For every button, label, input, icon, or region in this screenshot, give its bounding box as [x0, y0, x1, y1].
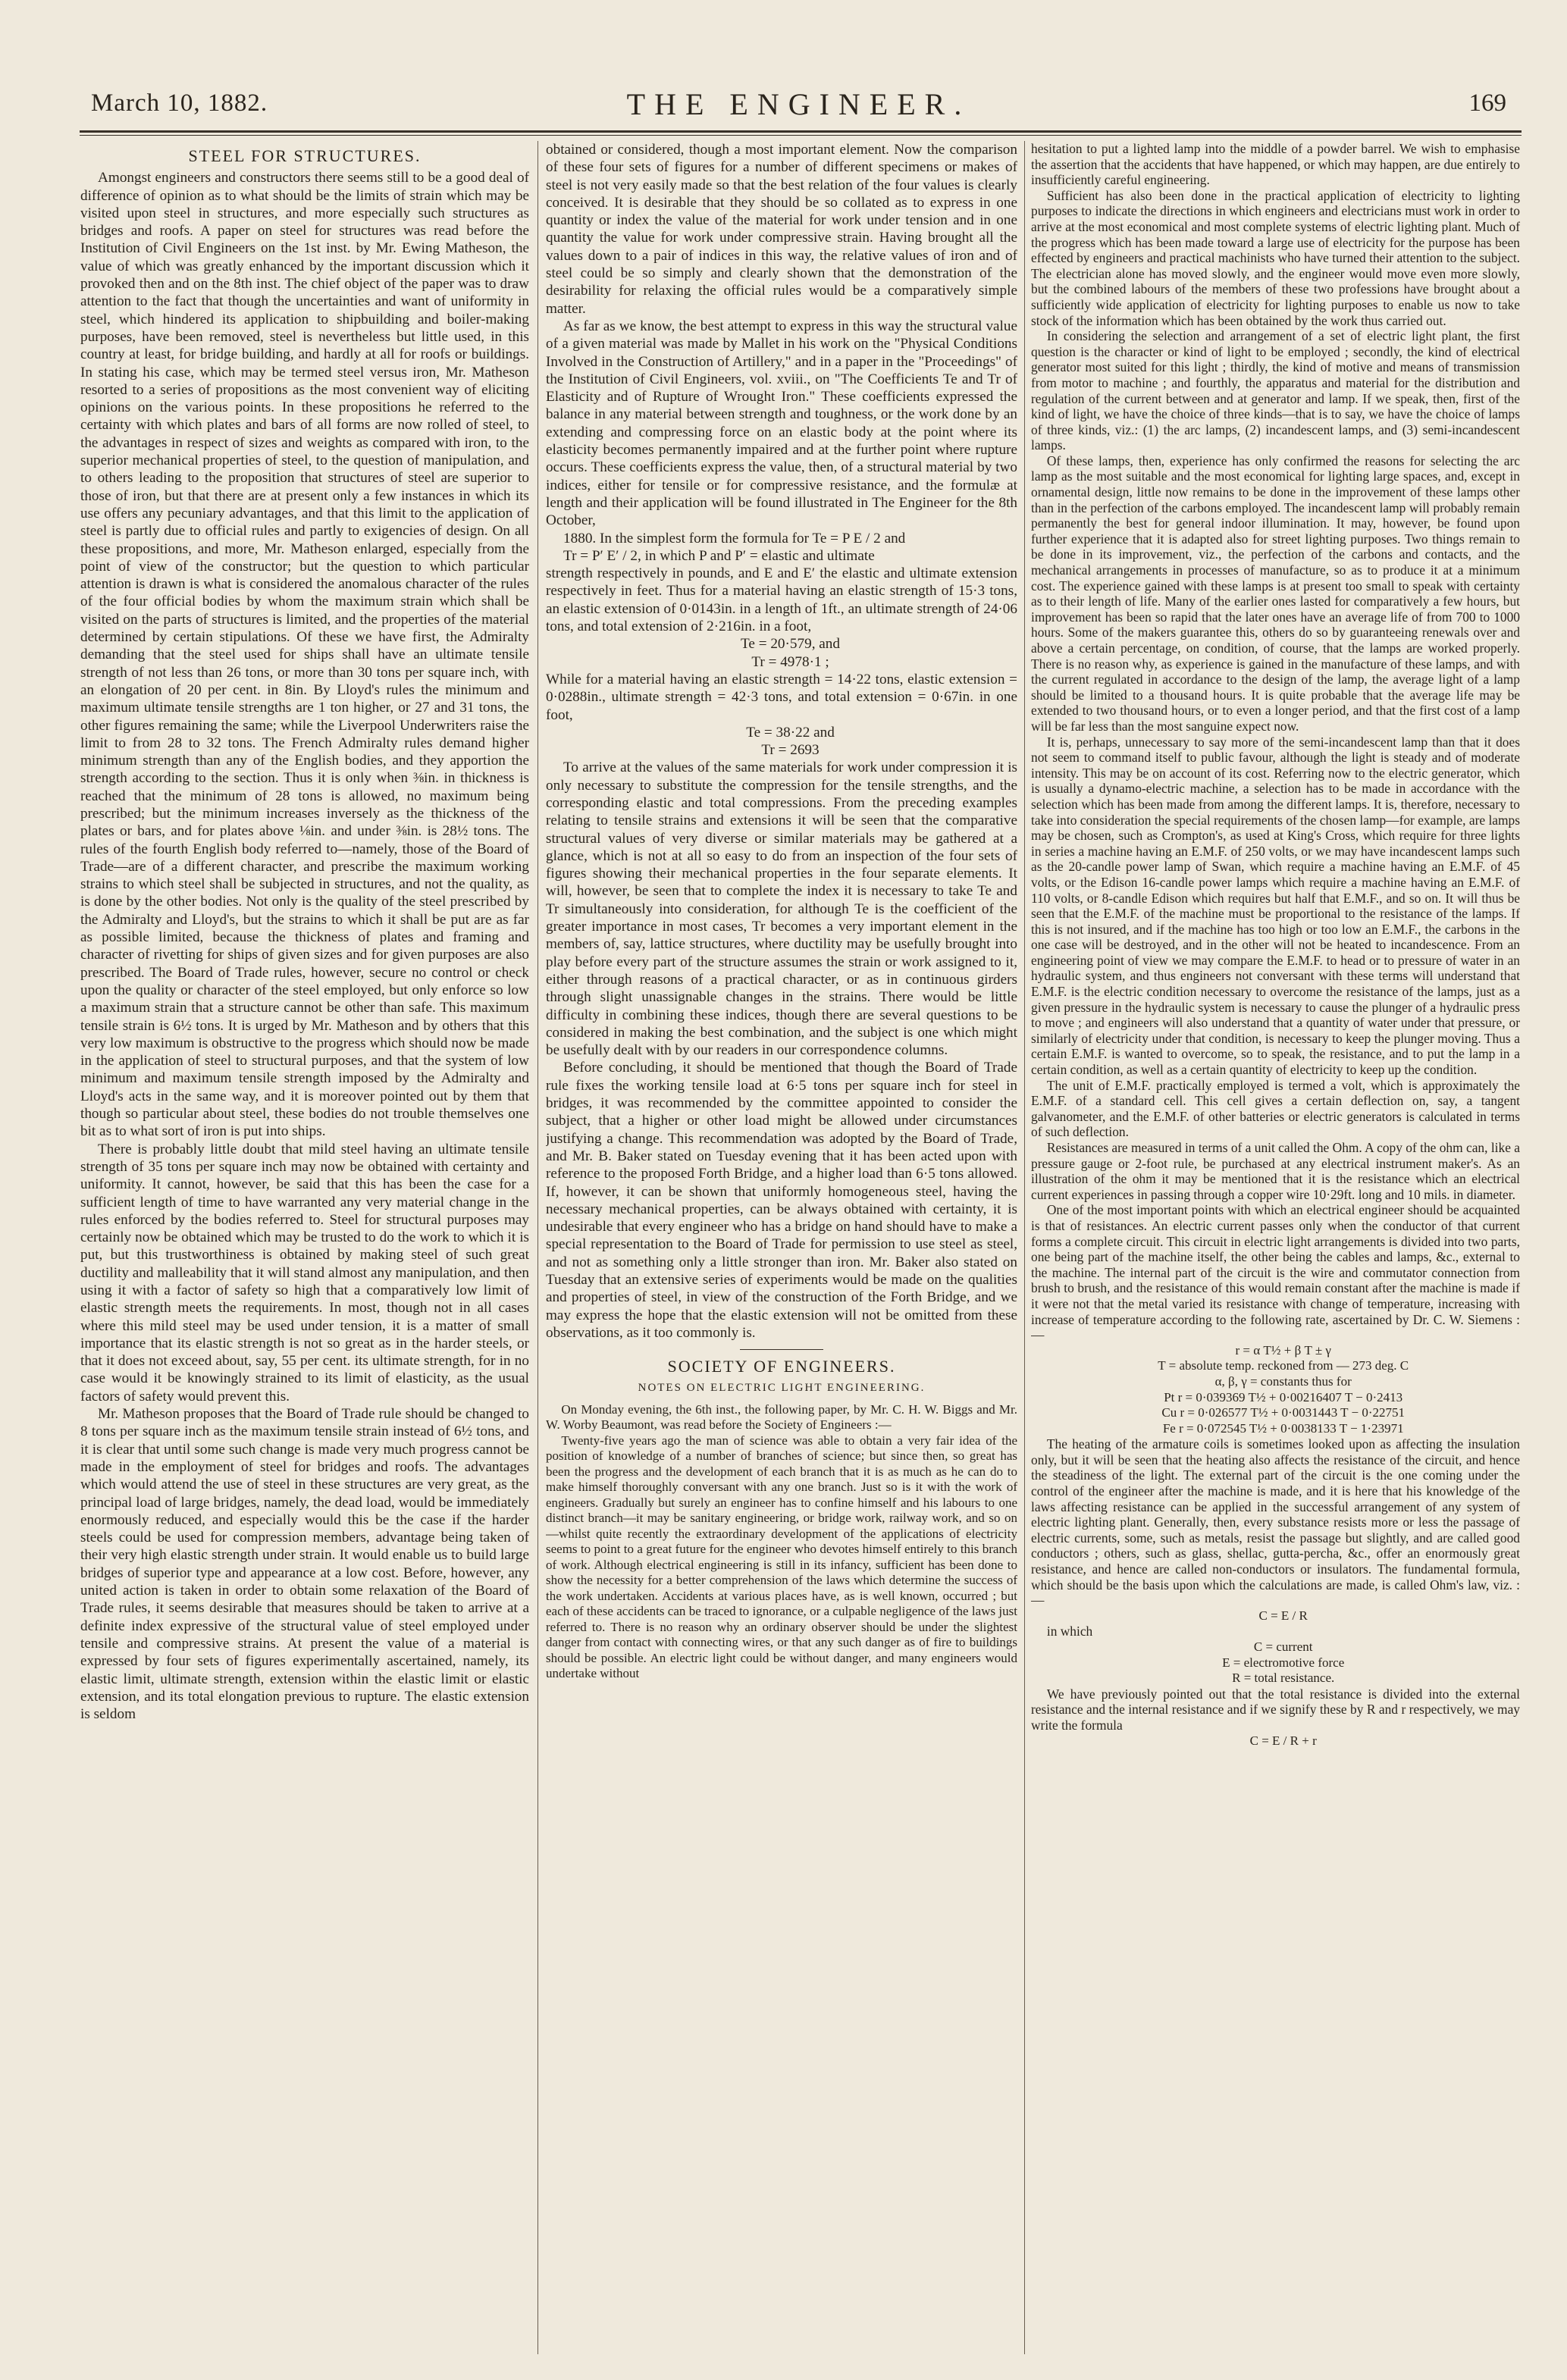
ohms-law-formula-extended: C = E / R + r — [1249, 1733, 1317, 1748]
paragraph: Sufficient has also been done in the practical application of electricity to lighting purposes to indicate the directions in which engineers and electricians must work in order to arrive at the most economical and most complete systems of electric lighting plant. Much of the progress which has been made toward a large use of electricity for the purpose has been effected by engineers and practical machinists who have turned their attention to the subject. The electrician alone has moved slowly, and the engineer would move even more slowly, but the combined labours of the members of these two professions have brought about a sufficiently wide application of electricity for lighting purposes to enable us now to take stock of the information which has been obtained by the work thus carried out. — [1031, 187, 1520, 328]
equation: Te = 38·22 and — [746, 724, 835, 741]
article-subheading: NOTES ON ELECTRIC LIGHT ENGINEERING. — [638, 1382, 926, 1395]
issue-date: March 10, 1882. — [91, 89, 268, 117]
definition: C = current — [1253, 1639, 1313, 1654]
section-rule — [740, 1349, 823, 1350]
formula: Cu r = 0·026577 T½ + 0·0031443 T − 0·22751 — [1161, 1405, 1405, 1420]
paragraph: Resistances are measured in terms of a unit called the Ohm. A copy of the ohm can, like a pressure gauge or 2-foot rule, be purchased at any electrical instrument maker's. As an illustration of the ohm it may be mentioned that it is the resistance which an electrical current experiences in passing through a copper wire 10·29ft. long and 10 mils. in diameter. — [1031, 1140, 1520, 1202]
paragraph: To arrive at the values of the same materials for work under compression it is only necessary to substitute the compression for the tensile strengths, and the corresponding elastic and total compressions. From the preceding examples relating to tensile strains and extensions it will be seen that the comparative structural values of very diverse or similar materials may be gathered at a glance, which is not at all so easy to do from an inspection of the four sets of figures showing their mechanical properties in the four separate elements. It will, however, be seen that to complete the index it is necessary to take Te and Tr simultaneously into consideration, for although Te is the coefficient of the greater importance in most cases, Tr becomes a very important element in the members of, say, lattice structures, where ductility may be usefully brought into play before every part of the structure assumes the strain or work assigned to it, either through reasons of a practical character, or as in continuous girders through slight unassignable changes in the strains. There would be little difficulty in combining these indices, though there are several questions to be considered in making the best combination, and the subject is one which might be usefully dealt with by our readers in our correspondence columns. — [546, 759, 1017, 1059]
column-2 — [546, 141, 1017, 2362]
paragraph: The heating of the armature coils is sometimes looked upon as affecting the insulation only, but it will be seen that the heating also affects the resistance of the circuit, and hence the steadiness of the light. The external part of the circuit is the one coming under the control of the engineer after the machine is made, and it is here that his knowledge of the laws affecting resistance can be applied in the successful arrangement of any system of electric lighting plant. Generally, then, every substance resists more or less the passage of electric currents, some, such as metals, resist the passage but slightly, and are called good conductors ; others, such as glass, shellac, gutta-percha, &c., offer an enormously great resistance, and hence are called non-conductors or insulators. The fundamental formula, which should be the basis upon which the calculations are made, is called Ohm's law, viz. :— — [1031, 1436, 1520, 1608]
article-heading: STEEL FOR STRUCTURES. — [188, 146, 422, 165]
formula: Fe r = 0·072545 T½ + 0·0038133 T − 1·23971 — [1162, 1420, 1404, 1436]
paragraph: Mr. Matheson proposes that the Board of Trade rule should be changed to 8 tons per square inch as the maximum tensile strain instead of 6½ tons, and it is clear that until some such change is made very much progress cannot be made in the employment of steel for bridges and roofs. The advantages which would attend the use of steel in these structures are very great, as the principal load of large bridges, namely, the dead load, would be immediately enormously reduced, and especially would this be the case if the harder steels could be used for compression members, advantage being taken of their very high elastic strength under strain. It would enable us to build large bridges of superior type and appearance at a low cost. Before, however, any united action is taken in order to obtain some relaxation of the Board of Trade rules, it seems desirable that measures should be taken to arrive at a definite index expressive of the structural value of steel employed under tensile and compressive strains. At present the value of a material is expressed by four sets of figures experimentally ascertained, namely, its elastic limit, ultimate strength, extension within the elastic limit or elastic extension, and its total elongation previous to rupture. The elastic extension is seldom — [80, 1406, 529, 1723]
paragraph: strength respectively in pounds, and E and E′ the elastic and ultimate extension respectively in feet. Thus for a material having an elastic strength of 15·3 tons, an elastic extension of 0·0143in. in a length of 1ft., an ultimate strength of 24·06 tons, and total extension of 2·216in. in a foot, — [546, 565, 1017, 635]
formula: α, β, γ = constants thus for — [1214, 1373, 1352, 1389]
paragraph: obtained or considered, though a most important element. Now the comparison of these four sets of figures for a number of different specimens or makes of steel is not very easily made so that the best relation of the four values is clearly conceived. It is desirable that they should be so collated as to express in one quantity or index the value of the material for work under tension and in one quantity the value for work under compressive strain. Having brought all the values down to a pair of indices in this way, the relative values of iron and of steel could be so simply and clearly shown that the demonstration of the desirability for relaxing the official rules would be a comparatively simple matter. — [546, 142, 1017, 317]
paragraph: Of these lamps, then, experience has only confirmed the reasons for selecting the arc lamp as the most suitable and the most economical for lighting large spaces, and, except in ornamental design, little now remains to be done in the improvement of these lamps other than in the perfection of the carbons employed. The incandescent lamp will probably remain permanently the best for general indoor illumination. It may, however, be found upon further experience that it is adapted also for street lighting purposes. Two things remain to be done in its improvement, viz., the perfection of the carbons and contacts, and the mechanical arrangements in processes of manufacture, so as to produce it at a minimum cost. The experience gained with these lamps is at present too small to speak with certainty as to their length of life. Many of the earlier ones lasted for comparatively a few hours, but improvement has been so rapid that the later ones have an average life of from 700 to 1000 hours. Some of the makers guarantee this, others do so by guaranteeing renewals over and above a certain percentage, on condition, of course, that the lamps are worked properly. There is no reason why, as experience is gained in the manufacture of these lamps, and with the current regulated in accordance to the design of the lamp, the average light of a lamp should be limited to a thousand hours. It is quite probable that the average life may be extended to two thousand hours, or to even a longer period, and that the first cost of a lamp will be far less than the most sanguine expect now. — [1031, 453, 1520, 734]
paragraph: The unit of E.M.F. practically employed is termed a volt, which is approximately the E.M.F. of a standard cell. This cell gives a certain deflection on, say, a tangent galvanometer, and the E.M.F. of other batteries or electric generators is calculated in terms of such deflection. — [1031, 1077, 1520, 1140]
masthead-title: THE ENGINEER. — [626, 87, 971, 121]
formula: Pt r = 0·039369 T½ + 0·00216407 T − 0·2413 — [1164, 1389, 1403, 1405]
definition: R = total resistance. — [1232, 1671, 1335, 1686]
paragraph: Before concluding, it should be mentioned that though the Board of Trade rule fixes the working tensile load at 6·5 tons per square inch for steel in bridges, it was recommended by the committee appointed to consider the subject, that a higher or other load might be allowed under circumstances justifying a change. This recommendation was adopted by the Board of Trade, and Mr. B. Baker stated on Tuesday evening that it has been acted upon with reference to the proposed Forth Bridge, and a higher load than 6·5 tons allowed. If, however, it can be shown that uniformly homogeneous steel, having the necessary mechanical properties, can be always obtained with certainty, it is undesirable that every engineer who has a bridge on hand should have to make a special representation to the Board of Trade for permission to use steel as steel, and not as something only a little stronger than iron. Mr. Baker also stated on Tuesday that an extensive series of experiments would be made on the qualities and properties of steel, in view of the construction of the Forth Bridge, and we may express the hope that the elastic extension will not be omitted from these observations, as it too commonly is. — [546, 1060, 1017, 1341]
column-divider — [537, 141, 538, 2354]
paragraph: We have previously pointed out that the total resistance is divided into the external resistance and the internal resistance and if we signify these by R and r respectively, we may write the formula — [1031, 1686, 1520, 1733]
header-rule — [80, 130, 1522, 133]
column-1 — [80, 141, 529, 2362]
page-number: 169 — [1468, 89, 1506, 117]
column-3 — [1031, 141, 1520, 2362]
page-header — [91, 89, 1506, 135]
paragraph: In considering the selection and arrangement of a set of electric light plant, the first question is the character or kind of light to be employed ; secondly, the kind of electrical generator most suited for this light ; thirdly, the kind of motive and means of transmission from motor to machine ; and fourthly, the apparatus and material for the distribution and regulation of the current between and at generator and lamp. If we speak, then, first of the kind of light, we have the choice of three kinds—that is to say, we have the choice of lamps of three kinds, viz.: (1) the arc lamps, (2) incandescent lamps, and (3) semi-incandescent lamps. — [1031, 328, 1520, 453]
equation: Tr = 4978·1 ; — [751, 653, 829, 670]
column-divider — [1024, 141, 1025, 2354]
paragraph: One of the most important points with which an electrical engineer should be acquainted is that of resistances. An electric current passes only when the conductor of that current forms a complete circuit. This circuit in electric light arrangements is divided into two parts, one being part of the machine itself, the other being the cables and lamps, &c., external to the machine. The internal part of the circuit is the wire and commutator connection from brush to brush, and the resistance of this would remain constant after the machine is made if it were not that the metal varied its resistance with change of temperature, increasing with increase of temperature according to the following rate, ascertained by Dr. C. W. Siemens :— — [1031, 1202, 1520, 1343]
definition: E = electromotive force — [1222, 1655, 1345, 1670]
equation: Tr = 2693 — [761, 742, 820, 759]
paragraph: There is probably little doubt that mild steel having an ultimate tensile strength of 35 tons per square inch may now be obtained with certainty and uniformity. It cannot, however, be said that this has been the case for a sufficient length of time to have warranted any very material change in the rules enforced by the bodies referred to. Steel for structural purposes may certainly now be obtained which may be trusted to do the work to which it is put, but this trustworthiness is obtained by making steel of such great ductility and malleability that it will stand almost any manipulation, and then using it with a factor of safety so high that a comparatively low limit of elastic strength meets the requirements. In most, though not in all cases where this mild steel may be used under tension, it is a matter of small importance that its elastic strength is not so great as in the harder steels, or that it does not exceed about, say, 55 per cent. its ultimate strength, for in no case would it be knowingly strained to its limit of elasticity, as the usual factors of safety would prevent this. — [80, 1141, 529, 1405]
paragraph: On Monday evening, the 6th inst., the following paper, by Mr. C. H. W. Biggs and Mr. W. Worby Beaumont, was read before the Society of Engineers :— — [546, 1401, 1017, 1433]
paragraph: Amongst engineers and constructors there seems still to be a good deal of difference of opinion as to what should be the limits of strain which may be visited upon steel in structures, and more especially such structures as bridges and roofs. A paper on steel for structures was read before the Institution of Civil Engineers on the 1st inst. by Mr. Ewing Matheson, the value of which was greatly enhanced by the important discussion which it provoked then and on the 8th inst. The chief object of the paper was to draw attention to the fact that though the uncertainties and want of uniformity in steel, which hindered its application to shipbuilding and boiler-making purposes, have been removed, steel is nevertheless but little used, in this country at least, for bridge building, and hardly at all for roofs or buildings. In stating his case, which may be termed steel versus iron, Mr. Matheson resorted to a series of propositions as the most convenient way of eliciting opinions on the various points. In these propositions he referred to the certainty with which plates and bars of all forms are now rolled of steel, to the advantages in respect of sizes and weights as compared with iron, to the superior mechanical properties of steel, to the question of manipulation, and to others leading to the proposition that structures of steel are superior to those of iron, but that there are at present only a few instances in which its use offers any pecuniary advantages, and that this limit to the application of steel is partly due to official rules and partly to exigencies of design. On all these propositions, and more, Mr. Matheson enlarged, especially from the point of view of the constructor; but the question to which particular attention is drawn is what is considered the anomalous character of the rules of the four official bodies by whom the maximum strain which shall be visited on the parts of structures is limited, and the properties of the material determined by certain stipulations. Of these we have first, the Admiralty demanding that the steel used for ships shall have an ultimate tensile strength of not less than 26 tons, or more than 30 tons per square inch, with an elongation of 20 per cent. in 8in. By Lloyd's rules the minimum and maximum ultimate tensile strengths are 1 ton higher, or 27 and 31 tons, the other figures remaining the same; while the Liverpool Underwriters raise the limit to from 28 to 32 tons. The French Admiralty rules demand higher minimum strength than any of the English bodies, and they apportion the strength according to the section. Thus it is only when ⅜in. in thickness is reached that the minimum of 28 tons is allowed, no maximum being prescribed; but the minimum increases inversely as the thickness of the plates or bars, and for plates above ⅛in. and under ⅜in. is 28½ tons. The rules of the fourth English body referred to—namely, those of the Board of Trade—are of a different character, and prescribe the maximum working strains to which steel shall be subjected in structures, and not the quality, as is done by the other bodies. Not only is the quality of the steel prescribed by the Admiralty and Lloyd's, but the strains to which it shall be put are as far as possible limited, because the thickness of plates and framing and character of rivetting for ships of given sizes and for given purposes are also prescribed. The Board of Trade rules, however, secure no control or check upon the quality or character of the steel employed, but only enforce so low a maximum strain that a structure cannot be other than safe. This maximum tensile strain is 6½ tons. It is urged by Mr. Matheson and by others that this very low maximum is obstructive to the progress which should now be made in the application of steel to structural purposes, and that the system of low minimum and maximum tensile strength imposed by the Admiralty and Lloyd's acts in the same way, and it is moreover pointed out by them that though so particular about steel, these bodies do not trouble themselves one bit as to what sort of iron is put into ships. — [80, 170, 529, 1140]
paragraph: While for a material having an elastic strength = 14·22 tons, elastic extension = 0·0288in., ultimate strength = 42·3 tons, and total extension = 0·67in. in one foot, — [546, 671, 1017, 723]
paragraph: As far as we know, the best attempt to express in this way the structural value of a given material was made by Mallet in his work on the "Physical Conditions Involved in the Construction of Artillery," and in a paper in the "Proceedings" of the Institution of Civil Engineers, vol. xviii., on "The Coefficients Te and Tr of Elasticity and of Rupture of Wrought Iron." These coefficients expressed the balance in any material between strength and toughness, or the work done by an extending and compressing force on an elastic body at the point where its elasticity becomes permanently impaired and at the further point where rupture occurs. These coefficients express the value, then, of a structural material by two indices, either for tensile or for compressive resistance, and the formulæ at length and their application will be found illustrated in The Engineer for the 8th October, — [546, 318, 1017, 529]
formula: r = α T½ + β T ± γ — [1235, 1342, 1331, 1358]
ohms-law-formula: C = E / R — [1258, 1608, 1308, 1623]
paragraph: hesitation to put a lighted lamp into the middle of a powder barrel. We wish to emphasise the assertion that the accidents that have happened, or which may happen, are due entirely to insufficiently careful engineering. — [1031, 141, 1520, 188]
article-heading: SOCIETY OF ENGINEERS. — [667, 1357, 896, 1376]
formula: T = absolute temp. reckoned from — 273 deg. C — [1158, 1358, 1409, 1373]
definition-intro: in which — [1046, 1624, 1093, 1639]
formula-te: 1880. In the simplest form the formula for Te = P E / 2 and — [563, 530, 906, 546]
paragraph: It is, perhaps, unnecessary to say more of the semi-incandescent lamp than that it does not seem to command itself to public favour, although the light is steady and of moderate intensity. This may be on account of its cost. Referring now to the electric generator, which is usually a dynamo-electric machine, a selection has to be made in accordance with the selection which has been made from among the different lamps. It is, therefore, necessary to take into consideration the special requirements of the chosen lamp—for example, are lamps may be chosen, such as Crompton's, as used at King's Cross, which require for three lights in series a machine having an E.M.F. of 250 volts, or we may have incandescent lamps such as the 20-candle power lamp of Swan, which require a machine having an E.M.F. of 45 volts, or the Edison 16-candle power lamps which require a machine having an E.M.F. of 110 volts, or 8-candle Edison which requires but half that E.M.F., and so on. It will thus be seen that the E.M.F. of the machine must be proportional to the resistance of the lamps. If this is not insured, and if the machine has too high or too low an E.M.F., the carbons in the one case will be destroyed, and in the other will not be heated to incandescence. From an engineering point of view we may compare the E.M.F. to head or to pressure of water in an hydraulic system, and thus engineers not conversant with these terms will understand that E.M.F. is the electric condition necessary to overcome the resistance of the lamps, just as a given pressure in the hydraulic system is necessary to cause the plunger of a hydraulic press to move ; and engineers will also understand that a quantity of water under that pressure, or similarly of electricity under that condition, is necessary to keep the plunger moving. Thus a certain E.M.F. is wanted to overcome, so to speak, the resistance, and to put the lamp in a certain condition, as well as a certain quantity of electricity to keep up the condition. — [1031, 734, 1520, 1078]
formula-tr: Tr = P′ E′ / 2, in which P and P′ = elastic and ultimate — [563, 547, 875, 564]
equation: Te = 20·579, and — [741, 636, 840, 653]
header-rule-thin — [80, 135, 1522, 136]
paragraph: Twenty-five years ago the man of science was able to obtain a very fair idea of the position of knowledge of a number of branches of science; but since then, so great has been the progress and the development of each branch that it is as much as he can do to make himself thoroughly conversant with any one branch. Just so is it with the work of engineers. Gradually but surely an engineer has to confine himself and his labours to one distinct branch—it may be sanitary engineering, or bridge work, railway work, and so on—whilst quite recently the extraordinary development of the applications of electricity seems to point to a great future for the engineer who devotes himself entirely to this branch of work. Although electrical engineering is still in its infancy, sufficient has been done to show the necessity for a better comprehension of the laws which determine the success of the work undertaken. Accidents at various places have, as is well known, occurred ; but each of these accidents can be traced to ignorance, or a culpable negligence of the laws just referred to. There is no reason why an ordinary observer should be under the slightest danger from contact with connecting wires, or that any such danger as of fire to buildings should be possible. An electric light could be without danger, and many engineers would undertake without — [546, 1433, 1017, 1681]
